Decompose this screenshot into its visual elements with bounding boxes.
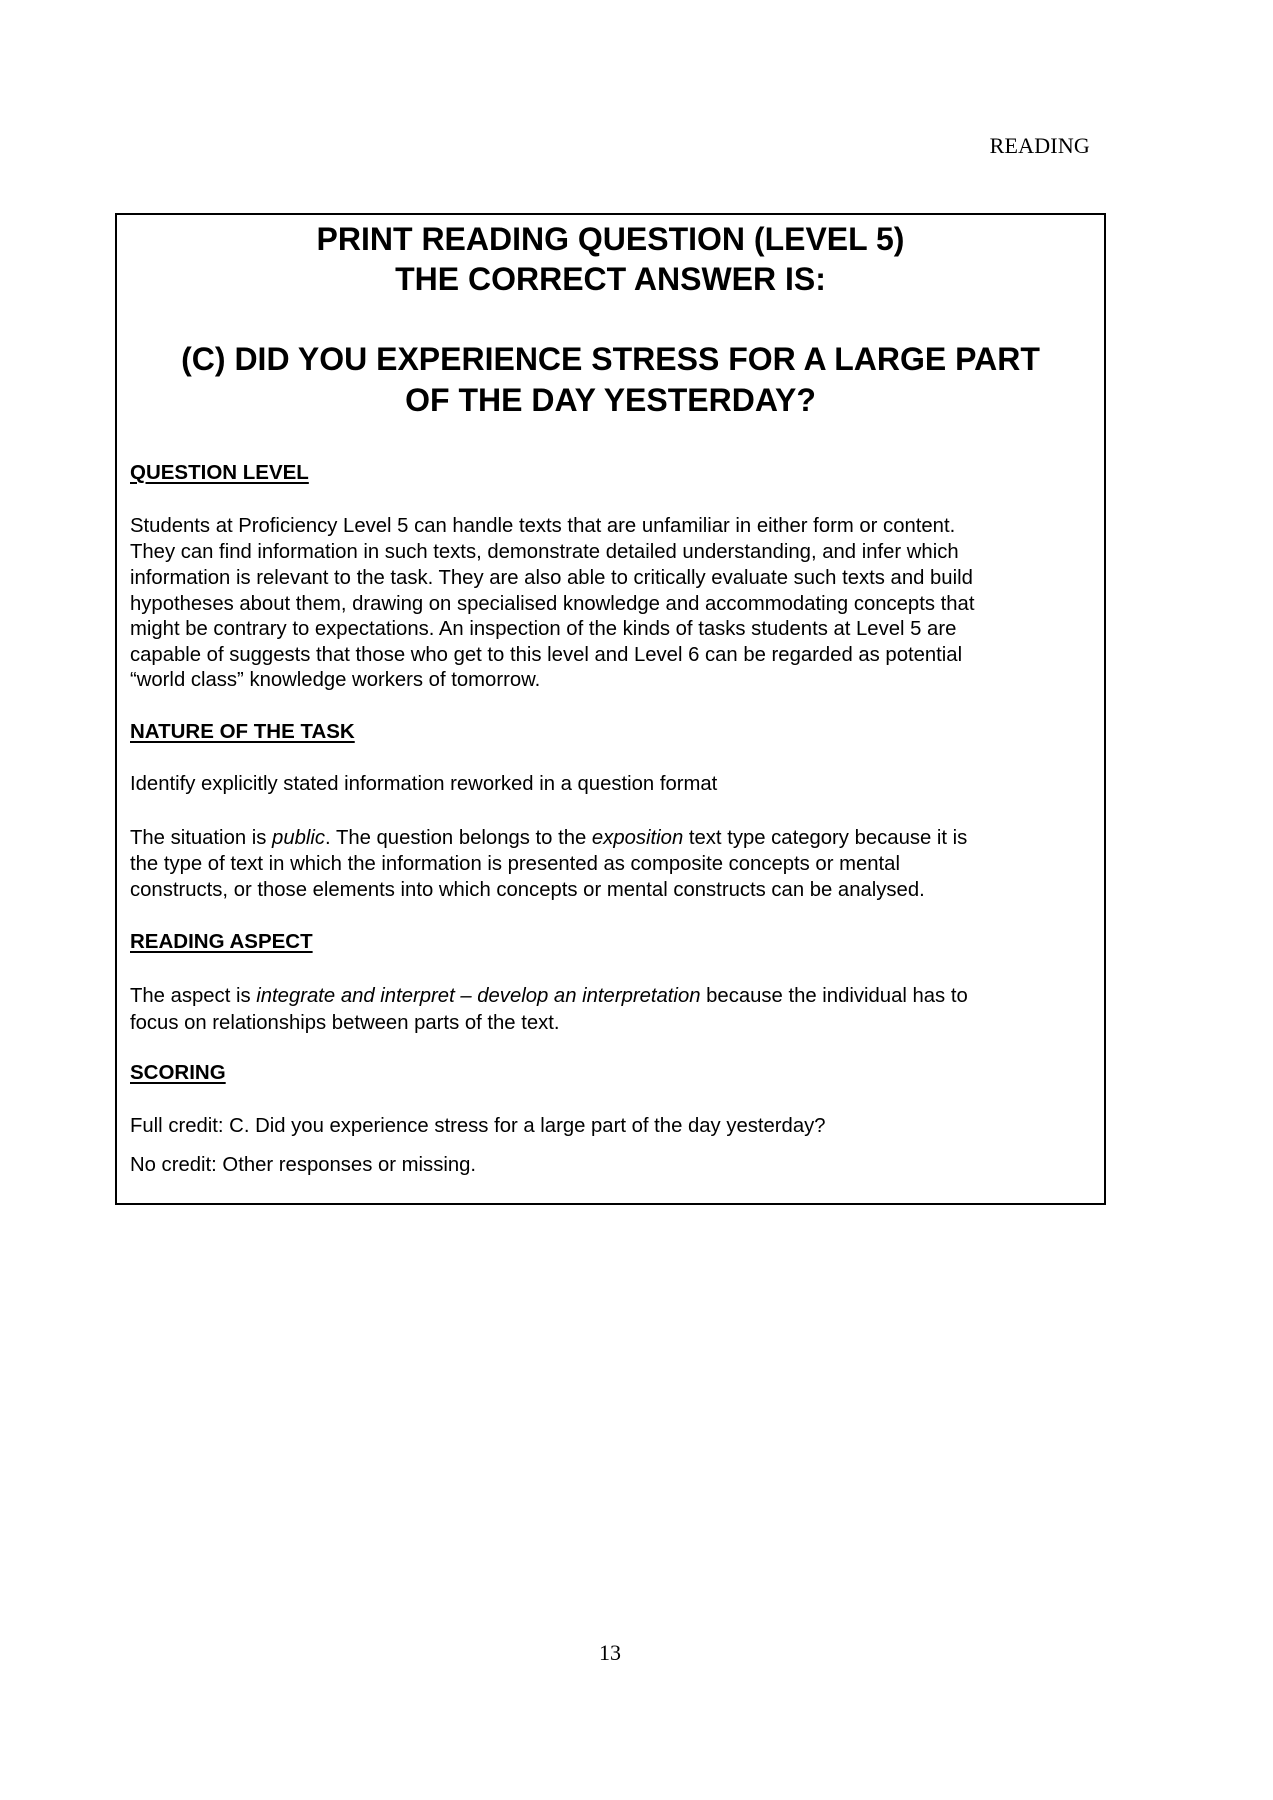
situation-text: . The question belongs to the — [325, 827, 592, 849]
question-level-line: information is relevant to the task. They are also able to critically evaluate such texts and build — [130, 567, 973, 589]
no-credit-text: No credit: Other responses or missing. — [130, 1154, 477, 1176]
situation-value: public — [272, 827, 326, 849]
aspect-line-2: focus on relationships between parts of the text. — [130, 1012, 560, 1034]
running-header: READING — [989, 133, 1090, 158]
situation-text: text type category because it is — [683, 827, 968, 849]
answer-box — [115, 213, 1106, 1205]
section-heading-reading-aspect: READING ASPECT — [130, 930, 313, 953]
question-level-line: They can find information in such texts, demonstrate detailed understanding, and infer which — [130, 541, 959, 563]
page-number: 13 — [599, 1640, 621, 1665]
section-heading-scoring: SCORING — [130, 1061, 226, 1084]
aspect-value: integrate and interpret – develop an interpretation — [256, 985, 701, 1007]
answer-line-1: (C) DID YOU EXPERIENCE STRESS FOR A LARGE PART — [181, 341, 1040, 377]
question-level-line: hypotheses about them, drawing on specialised knowledge and accommodating concepts that — [130, 593, 975, 615]
question-level-line: “world class” knowledge workers of tomorrow. — [130, 669, 541, 691]
situation-line-2: the type of text in which the information is presented as composite concepts or mental — [130, 853, 900, 875]
section-heading-nature-of-task: NATURE OF THE TASK — [130, 720, 355, 743]
full-credit-text: Full credit: C. Did you experience stress for a large part of the day yesterday? — [130, 1115, 826, 1137]
situation-text: The situation is — [130, 827, 273, 849]
question-level-line: Students at Proficiency Level 5 can handle texts that are unfamiliar in either form or content. — [130, 515, 956, 537]
situation-line-3: constructs, or those elements into which concepts or mental constructs can be analysed. — [130, 879, 925, 901]
answer-line-2: OF THE DAY YESTERDAY? — [405, 382, 816, 418]
text-type-value: exposition — [591, 827, 684, 849]
section-heading-question-level: QUESTION LEVEL — [130, 461, 309, 484]
aspect-line-1 — [130, 983, 968, 1009]
title-line-1: PRINT READING QUESTION (LEVEL 5) — [316, 221, 905, 257]
question-level-line: capable of suggests that those who get to this level and Level 6 can be regarded as potential — [130, 644, 963, 666]
question-level-line: might be contrary to expectations. An inspection of the kinds of tasks students at Level 5 are — [130, 618, 957, 640]
aspect-text: The aspect is — [130, 985, 257, 1007]
title-line-2: THE CORRECT ANSWER IS: — [395, 261, 826, 297]
situation-line-1 — [130, 825, 967, 851]
task-description: Identify explicitly stated information reworked in a question format — [130, 773, 718, 795]
aspect-text: because the individual has to — [700, 985, 968, 1007]
